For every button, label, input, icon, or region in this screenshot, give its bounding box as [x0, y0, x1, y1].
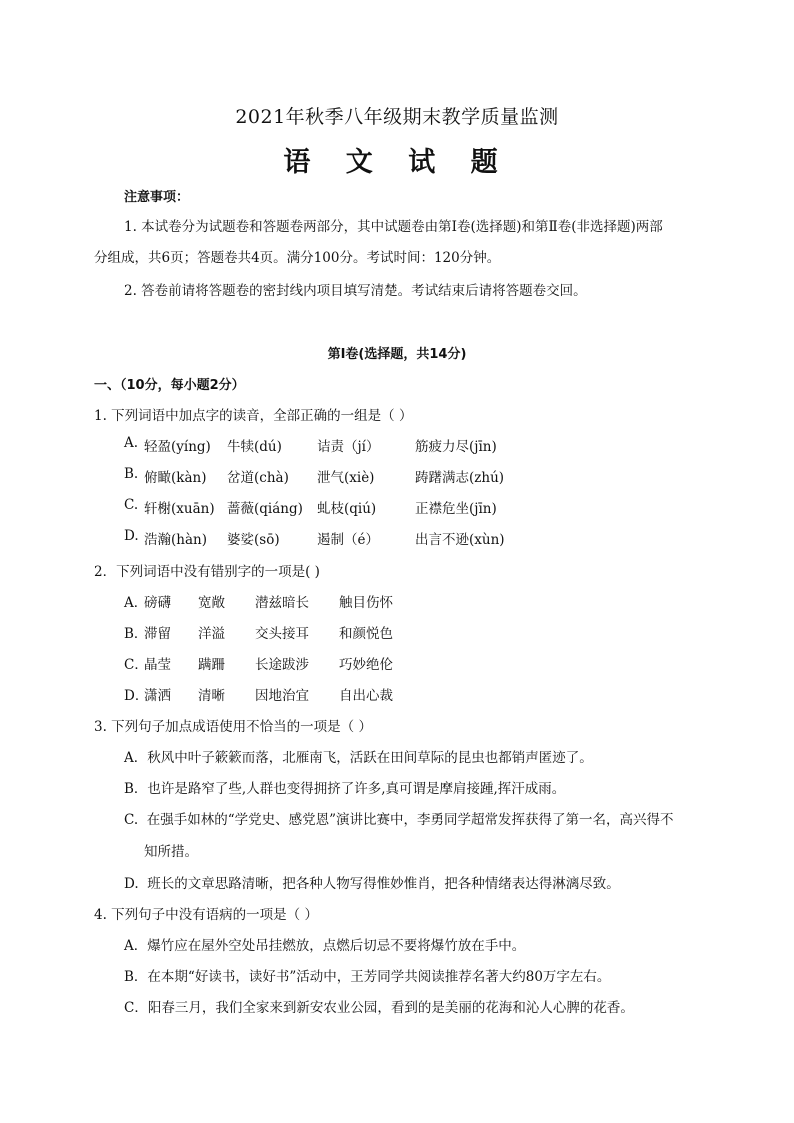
notice-item-1-line-1: 1. 本试卷分为试题卷和答题卷两部分，其中试题卷由第Ⅰ卷(选择题)和第Ⅱ卷(非选择题)两部 — [124, 219, 663, 235]
option-label: D. — [124, 876, 139, 892]
section-heading: 一、（10分，每小题2分） — [94, 378, 245, 393]
question-1-stem: 1. 下列词语中加点字的读音，全部正确的一组是（ ） — [94, 408, 413, 424]
exam-title: 2021年秋季八年级期末教学质量监测 — [235, 106, 559, 128]
option-item: 虬枝(qiú) — [317, 501, 377, 517]
option-item: 浩瀚(hàn) — [144, 532, 207, 548]
option-item: 潜兹暗长 — [255, 595, 309, 611]
option-label: A． — [124, 595, 148, 611]
option-text: 爆竹应在屋外空处吊挂燃放，点燃后切忌不要将爆竹放在手中。 — [147, 938, 526, 954]
option-label: C． — [124, 657, 148, 673]
notice-item-1-line-2: 分组成，共6页；答题卷共4页。满分100分。考试时间：120分钟。 — [94, 250, 501, 266]
option-label: B. — [124, 466, 139, 482]
option-item: 因地治宜 — [255, 688, 309, 704]
option-item: 清晰 — [198, 688, 225, 704]
option-item: 诘责（jí） — [317, 439, 380, 455]
option-text: 秋风中叶子簌簌而落，北雁南飞，活跃在田间草际的昆虫也都销声匿迹了。 — [147, 750, 593, 766]
option-text: 在强手如林的“学党史、感党恩”演讲比赛中，李勇同学超常发挥获得了第一名，高兴得不 — [146, 812, 674, 828]
option-item: 触目伤怀 — [339, 595, 393, 611]
option-item: 滞留 — [144, 626, 171, 642]
question-4-option-c — [124, 996, 634, 1016]
option-item: 牛犊(dú) — [227, 439, 282, 455]
option-item: 岔道(chà) — [227, 470, 289, 486]
option-text: 也许是路窄了些,人群也变得拥挤了许多,真可谓是摩肩接踵,挥汗成雨。 — [147, 781, 566, 797]
question-3-option-c-continued: 知所措。 — [144, 844, 198, 860]
question-4-option-b — [124, 965, 610, 985]
question-3-option-c — [124, 808, 674, 828]
option-item: 婆娑(sō) — [227, 532, 280, 548]
option-item: 潇洒 — [144, 688, 171, 704]
option-label: C. — [124, 497, 139, 513]
question-4-option-a — [124, 934, 525, 954]
option-item: 晶莹 — [144, 657, 171, 673]
option-item: 巧妙绝伦 — [339, 657, 393, 673]
option-item: 长途跋涉 — [255, 657, 309, 673]
question-3-stem: 3. 下列句子加点成语使用不恰当的一项是（ ） — [94, 719, 372, 735]
option-item: 蔷薇(qiáng) — [227, 501, 303, 517]
question-3-option-b — [124, 777, 565, 797]
question-4-stem: 4. 下列句子中没有语病的一项是（ ） — [94, 907, 318, 923]
option-item: 泄气(xiè) — [317, 470, 375, 486]
option-item: 轻盈(yíng) — [144, 439, 211, 455]
option-label: B． — [124, 969, 148, 985]
notice-heading: 注意事项： — [124, 190, 190, 205]
subject-title: 语 文 试 题 — [283, 147, 511, 178]
option-item: 出言不逊(xùn) — [415, 532, 505, 548]
question-3-option-d — [124, 872, 620, 892]
option-item: 自出心裁 — [339, 688, 393, 704]
option-item: 洋溢 — [198, 626, 225, 642]
question-3-option-a — [124, 746, 593, 766]
option-item: 轩榭(xuān) — [144, 501, 215, 517]
option-label: D. — [124, 528, 139, 544]
option-item: 正襟危坐(jīn) — [415, 501, 497, 517]
option-label: C． — [124, 1000, 148, 1016]
option-item: 和颜悦色 — [339, 626, 393, 642]
option-label: A． — [124, 750, 148, 766]
question-2-stem: 2．下列词语中没有错别字的一项是( ) — [94, 564, 320, 580]
option-text: 班长的文章思路清晰，把各种人物写得惟妙惟肖，把各种情绪表达得淋漓尽致。 — [147, 876, 620, 892]
part1-heading: 第Ⅰ卷(选择题，共14分) — [327, 347, 467, 362]
option-item: 踌躇满志(zhú) — [415, 470, 505, 486]
option-item: 筋疲力尽(jīn) — [415, 439, 497, 455]
option-item: 遏制（é） — [317, 532, 379, 548]
option-item: 交头接耳 — [255, 626, 309, 642]
option-item: 俯瞰(kàn) — [144, 470, 207, 486]
option-text: 阳春三月，我们全家来到新安农业公园，看到的是美丽的花海和沁人心脾的花香。 — [147, 1000, 634, 1016]
option-label: B． — [124, 781, 148, 797]
option-label: A． — [124, 938, 148, 954]
option-item: 宽敞 — [198, 595, 225, 611]
option-label: A. — [124, 435, 139, 451]
option-label: C. — [124, 812, 139, 828]
option-text: 在本期“好读书，读好书”活动中，王芳同学共阅读推荐名著大约80万字左右。 — [147, 969, 611, 985]
notice-item-2: 2. 答卷前请将答题卷的密封线内项目填写清楚。考试结束后请将答题卷交回。 — [124, 283, 587, 299]
option-label: D． — [124, 688, 149, 704]
option-item: 磅礴 — [144, 595, 171, 611]
option-item: 蹒跚 — [198, 657, 225, 673]
option-label: B． — [124, 626, 148, 642]
